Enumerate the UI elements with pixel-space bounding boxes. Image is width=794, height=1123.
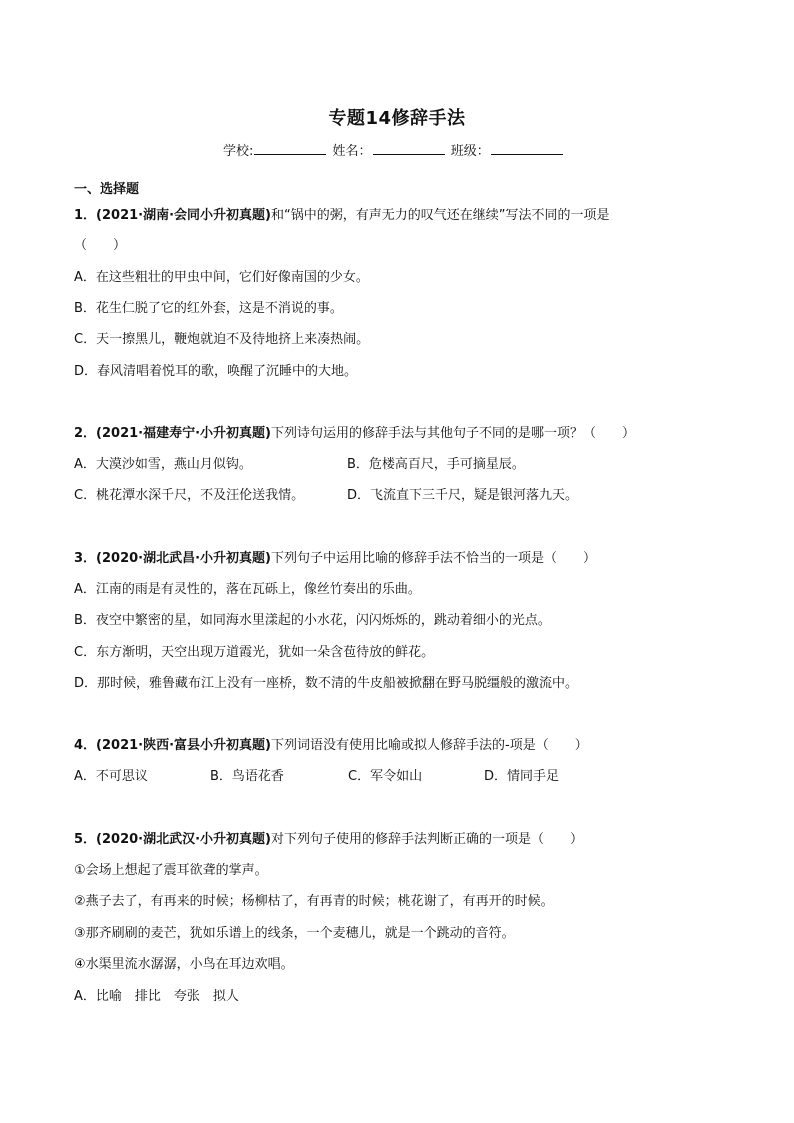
name-label: 姓名： <box>332 144 372 159</box>
question-2-option-d[interactable]: D．飞流直下三千尺，疑是银河落九天。 <box>347 488 579 503</box>
question-2-option-c[interactable]: C．桃花潭水深千尺，不及汪伦送我情。 <box>74 488 305 503</box>
question-2-options-row-2 <box>74 487 714 505</box>
question-3-stem <box>74 550 596 568</box>
question-5-item-1: ①会场上想起了震耳欲聋的掌声。 <box>74 863 268 878</box>
question-4-option-b[interactable]: B．鸟语花香 <box>210 769 284 784</box>
question-5-text: 对下列句子使用的修辞手法判断正确的一项是（ ） <box>271 832 584 847</box>
question-5-stem <box>74 831 583 849</box>
section-heading: 一、选择题 <box>74 182 140 197</box>
class-label: 班级： <box>450 144 490 159</box>
question-1-option-a[interactable]: A．在这些粗壮的甲虫中间，它们好像南国的少女。 <box>74 270 369 285</box>
class-blank[interactable] <box>491 142 563 155</box>
question-4-option-d[interactable]: D．情同手足 <box>484 769 560 784</box>
question-1-option-b[interactable]: B．花生仁脱了它的红外套，这是不消说的事。 <box>74 301 343 316</box>
question-5-item-4: ④水渠里流水潺潺，小鸟在耳边欢唱。 <box>74 957 294 972</box>
question-1-text: 和“锅中的粥，有声无力的叹气还在继续”写法不同的一项是 <box>271 208 610 223</box>
question-4-option-c[interactable]: C．军令如山 <box>348 769 423 784</box>
question-4-source: 4．(2021·陕西·富县小升初真题) <box>74 738 271 753</box>
question-3-text: 下列句子中运用比喻的修辞手法不恰当的一项是（ ） <box>271 551 597 566</box>
question-3-option-d[interactable]: D．那时候，雅鲁藏布江上没有一座桥，数不清的牛皮船被掀翻在野马脱缰般的激流中。 <box>74 676 579 691</box>
school-label: 学校: <box>223 144 254 159</box>
question-2-stem <box>74 425 635 443</box>
question-1-answer-paren: （ ） <box>74 238 127 253</box>
page-title: 专题14修辞手法 <box>328 108 466 129</box>
question-3-source: 3．(2020·湖北武昌·小升初真题) <box>74 551 271 566</box>
question-5-option-a[interactable]: A．比喻 排比 夸张 拟人 <box>74 989 239 1004</box>
question-2-options-row-1 <box>74 456 714 474</box>
question-2-source: 2．(2021·福建寿宁·小升初真题) <box>74 426 271 441</box>
question-1-source: 1．(2021·湖南·会同小升初真题) <box>74 208 271 223</box>
school-blank[interactable] <box>254 142 326 155</box>
question-5-item-3: ③那齐刷刷的麦芒，犹如乐谱上的线条，一个麦穗儿，就是一个跳动的音符。 <box>74 926 515 941</box>
question-4-stem <box>74 737 588 755</box>
name-blank[interactable] <box>373 142 445 155</box>
question-4-option-a[interactable]: A．不可思议 <box>74 769 148 784</box>
question-2-option-b[interactable]: B．危楼高百尺，手可摘星辰。 <box>347 457 525 472</box>
question-2-option-a[interactable]: A．大漠沙如雪，燕山月似钩。 <box>74 457 252 472</box>
question-5-item-2: ②燕子去了，有再来的时候；杨柳枯了，有再青的时候；桃花谢了，有再开的时候。 <box>74 894 554 909</box>
question-1-stem <box>74 207 609 225</box>
student-info-line <box>223 140 565 159</box>
question-1-option-d[interactable]: D．春风清唱着悦耳的歌，唤醒了沉睡中的大地。 <box>74 364 358 379</box>
question-5-source: 5．(2020·湖北武汉·小升初真题) <box>74 832 271 847</box>
question-2-text: 下列诗句运用的修辞手法与其他句子不同的是哪一项？（ ） <box>271 426 636 441</box>
question-4-text: 下列词语没有使用比喻或拟人修辞手法的-项是（ ） <box>271 738 588 753</box>
question-3-option-a[interactable]: A．江南的雨是有灵性的，落在瓦砾上，像丝竹奏出的乐曲。 <box>74 582 421 597</box>
question-3-option-b[interactable]: B．夜空中繁密的星，如同海水里漾起的小水花，闪闪烁烁的，跳动着细小的光点。 <box>74 613 551 628</box>
question-1-option-c[interactable]: C．天一擦黑儿，鞭炮就迫不及待地挤上来凑热闹。 <box>74 332 370 347</box>
question-3-option-c[interactable]: C．东方渐明，天空出现万道霞光，犹如一朵含苞待放的鲜花。 <box>74 645 435 660</box>
